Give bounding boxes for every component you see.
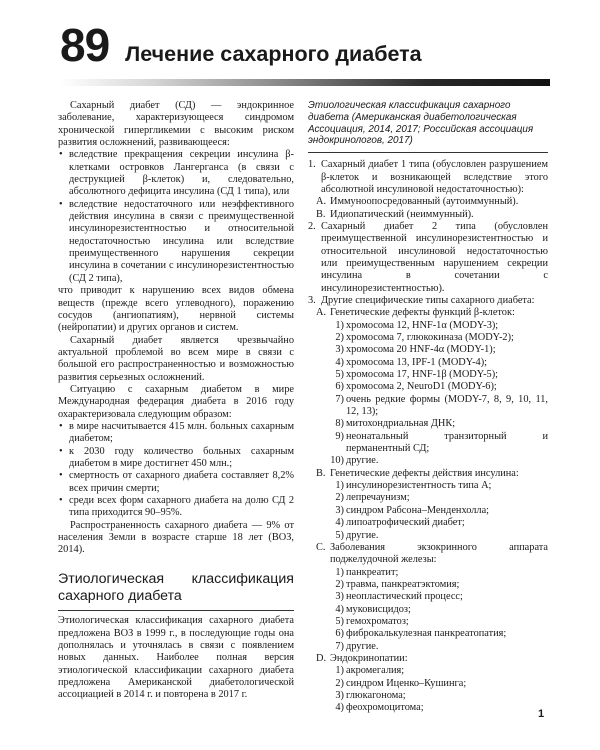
- list-item: 6) фиброкалькулезная панкреатопатия;: [335, 628, 507, 640]
- list-item: • среди всех форм сахарного диабета на долю СД 2 типа приходится 90–95%.: [58, 495, 294, 520]
- list-item: 8) митохондриальная ДНК;: [335, 418, 456, 430]
- list-item: 7) другие.: [335, 640, 379, 652]
- classification-item-2: 2. Сахарный диабет 2 типа (обусловлен преимущественной инсулинорезистентностью и относительной инсулиновой недостаточностью или преимущественным нарушением секреции инсулина в сочетании с инсулинорезистентностью).: [308, 220, 548, 294]
- group-a-heading: А. Генетические дефекты функций β-клеток:: [316, 307, 515, 319]
- list-item: 1) акромегалия;: [335, 665, 405, 677]
- list-item: 2) травма, панкреатэктомия;: [335, 578, 460, 590]
- classification-item-1: 1. Сахарный диабет 1 типа (обусловлен разрушением β-клеток и возникающей вследствие этого абсолютной инсулиновой недостаточностью):: [308, 159, 548, 195]
- header-gradient-bar: [60, 79, 550, 86]
- list-item: • смертность от сахарного диабета составляет 8,2% всех причин смерти;: [58, 470, 294, 495]
- list-item: 3) глюкагонома;: [335, 689, 406, 701]
- sub-item: В. Идиопатический (неиммунный).: [316, 208, 474, 220]
- list-item: 1) панкреатит;: [335, 566, 399, 578]
- chapter-number: 89: [60, 19, 110, 71]
- prevalence-paragraph: Распространенность сахарного диабета — 9% от населения Земли в возрасте старше 18 лет (ВОЗ, 2014).: [58, 519, 294, 556]
- intro-bullet-list: [58, 149, 294, 285]
- list-item: 1) инсулинорезистентность типа А;: [335, 480, 492, 492]
- group-b-heading: В. Генетические дефекты действия инсулина:: [316, 467, 519, 479]
- list-item: 2) хромосома 7, глюкокиназа (MODY-2);: [335, 332, 514, 343]
- list-item: 6) хромосома 2, NeuroD1 (MODY-6);: [335, 381, 497, 393]
- intro-paragraph: Сахарный диабет (СД) — эндокринное заболевание, характеризующееся синдромом хронической гипергликемии с высоким риском развития осложнений, развивающееся:: [58, 100, 294, 149]
- list-item: 10) другие.: [330, 455, 379, 467]
- intro-paragraph-continued: что приводит к нарушению всех видов обмена веществ (прежде всего углеводного), поражению сосудов (ангиопатиям), нервной системы (нейропатии) и других органов и систем.: [58, 285, 294, 334]
- source-rule: [308, 152, 548, 153]
- page-number: 1: [538, 708, 545, 720]
- group-d-heading: D. Эндокринопатии:: [316, 652, 408, 664]
- list-item: 5) гемохроматоз;: [335, 615, 409, 627]
- list-item: • вследствие прекращения секреции инсулина β-клетками островков Лангерганса (в связи с деструкцией β-клеток) и, следовательно, абсолютного дефицита инсулина (СД 1 типа), или: [58, 149, 294, 198]
- list-item: • вследствие недостаточного или неэффективного действия инсулина в связи с преимущественной инсулинорезистентностью и относительной недостаточностью инсулина или вследствие преимущественного нарушения секреции инсулина в сочетании с инсулинорезистентностью (СД 2 типа),: [58, 199, 294, 285]
- classification-source: Этиологическая классификация сахарного диабета (Американская диабетологическая Ассоциация, 2014, 2017; Российская ассоциация эндокринологов, 2017): [308, 100, 534, 147]
- group-c-heading: С. Заболевания экзокринного аппарата поджелудочной железы:: [316, 541, 548, 566]
- list-item: 4) липоатрофический диабет;: [335, 517, 465, 529]
- list-item: 7) очень редкие формы (MODY-7, 8, 9, 10, 11, 12, 13);: [335, 393, 548, 418]
- list-item: • в мире насчитывается 415 млн. больных сахарным диабетом;: [58, 421, 294, 446]
- section-paragraph: Этиологическая классификация сахарного диабета предложена ВОЗ в 1999 г., в последующие годы она дополнялась и уточнялась в связи с появлением новых данных. Наиболее полная версия этиологической классификации сахарного диабета предложена Американской диабетологической ассоциацией в 2014 г. и повторена в 2017 г.: [58, 615, 294, 701]
- list-item: 4) муковисцидоз;: [335, 603, 411, 615]
- left-column: [58, 100, 294, 702]
- stats-bullet-list: [58, 421, 294, 520]
- chapter-header: [60, 19, 422, 71]
- list-item: 2) синдром Иценко–Кушинга;: [335, 677, 467, 689]
- list-item: 9) неонатальный транзиторный и перманентный СД;: [335, 430, 548, 455]
- list-item: 5) другие.: [335, 529, 379, 541]
- idf-paragraph: Ситуацию с сахарным диабетом в мире Международная федерация диабета в 2016 году охарактеризовала следующим образом:: [58, 383, 294, 420]
- list-item: 4) хромосома 13, IPF-1 (MODY-4);: [335, 356, 488, 368]
- sub-item: А. Иммуноопосредованный (аутоиммунный).: [316, 196, 519, 208]
- list-item: 2) лепречаунизм;: [335, 492, 410, 504]
- section-heading: Этиологическая классификация сахарного диабета: [58, 570, 294, 604]
- list-item: 4) феохромоцитома;: [335, 702, 424, 714]
- section-rule: [58, 610, 294, 611]
- list-item: 3) хромосома 20 HNF-4α (MODY-1);: [335, 344, 496, 356]
- list-item: 3) неопластический процесс;: [335, 591, 463, 603]
- list-item: 3) синдром Рабсона–Менденхолла;: [335, 504, 490, 516]
- list-item: • к 2030 году количество больных сахарным диабетом в мире достигнет 450 млн.;: [58, 446, 294, 471]
- relevance-paragraph: Сахарный диабет является чрезвычайно актуальной проблемой во всем мире в связи с большой его распространенностью и возможностью развития серьезных осложнений.: [58, 334, 294, 383]
- classification-item-3: 3. Другие специфические типы сахарного диабета:: [308, 294, 535, 306]
- right-column: [308, 100, 548, 715]
- list-item: 1) хромосома 12, HNF-1α (MODY-3);: [335, 319, 499, 331]
- list-item: 5) хромосома 17, HNF-1β (MODY-5);: [335, 369, 499, 381]
- chapter-title: Лечение сахарного диабета: [125, 42, 422, 66]
